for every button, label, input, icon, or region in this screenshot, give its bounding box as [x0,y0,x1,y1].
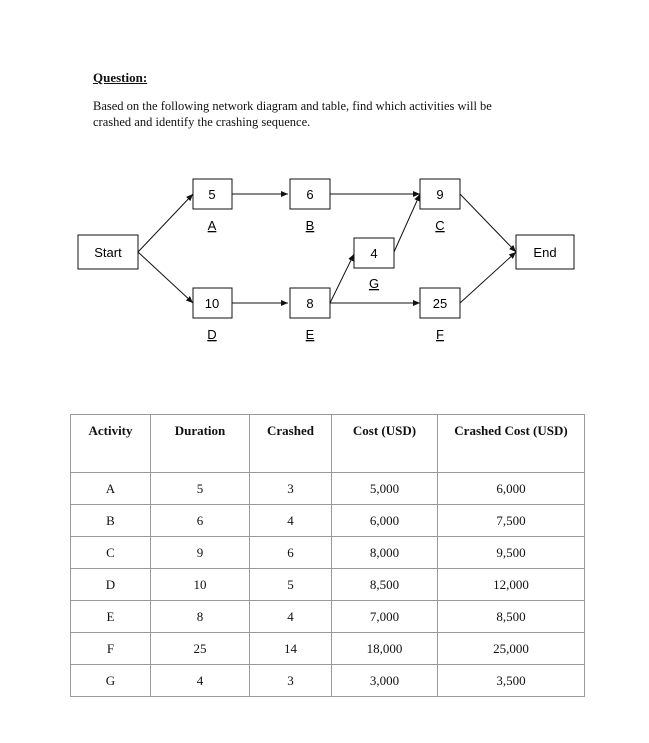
table-row [71,473,585,505]
diagram-arrows [138,194,516,303]
activity-node-e [290,288,330,342]
question-line-2: crashed and identify the crashing sequence. [93,115,311,129]
cell-duration: 25 [151,633,250,665]
cell-duration: 4 [151,665,250,697]
cell-duration: 6 [151,505,250,537]
cell-cost: 5,000 [332,473,438,505]
activity-c-label: C [435,218,445,233]
activity-e-label: E [305,327,315,342]
activity-table [70,414,585,697]
cell-crashed-cost: 6,000 [438,473,585,505]
activity-node-d [193,288,232,342]
cell-crashed: 14 [250,633,332,665]
arrow-start-a [138,194,193,252]
cell-activity: C [71,537,151,569]
header-duration: Duration [151,415,250,473]
activity-d-label: D [207,327,217,342]
cell-crashed-cost: 9,500 [438,537,585,569]
cell-activity: A [71,473,151,505]
header-activity: Activity [71,415,151,473]
question-line-1: Based on the following network diagram and table, find which activities will be [93,99,492,113]
cell-activity: B [71,505,151,537]
arrow-f-end [460,252,516,303]
cell-crashed: 6 [250,537,332,569]
table-row [71,537,585,569]
activity-g-label: G [368,276,380,291]
activity-e-duration: 8 [306,296,314,311]
cell-duration: 9 [151,537,250,569]
cell-crashed-cost: 7,500 [438,505,585,537]
table-row [71,633,585,665]
cell-duration: 5 [151,473,250,505]
cell-cost: 6,000 [332,505,438,537]
activity-a-label: A [207,218,217,233]
table-header-row [71,415,585,473]
cell-crashed: 3 [250,665,332,697]
arrow-e-g [330,254,354,303]
end-label: End [533,245,557,260]
cell-activity: D [71,569,151,601]
activity-node-c [420,179,460,233]
activity-node-g [354,238,394,291]
cell-cost: 7,000 [332,601,438,633]
arrow-start-d [138,252,193,303]
cell-cost: 8,000 [332,537,438,569]
cell-crashed-cost: 12,000 [438,569,585,601]
activity-node-b [290,179,330,233]
start-node [78,235,138,269]
activity-a-duration: 5 [208,187,216,202]
table-row [71,569,585,601]
cell-activity: G [71,665,151,697]
cell-crashed-cost: 3,500 [438,665,585,697]
start-label: Start [94,245,122,260]
cell-crashed: 4 [250,505,332,537]
table-row [71,505,585,537]
activity-node-a [193,179,232,233]
activity-f-duration: 25 [432,296,448,311]
header-cost: Cost (USD) [332,415,438,473]
cell-crashed: 4 [250,601,332,633]
activity-c-duration: 9 [436,187,444,202]
cell-cost: 18,000 [332,633,438,665]
end-node [516,235,574,269]
cell-crashed-cost: 8,500 [438,601,585,633]
activity-g-duration: 4 [370,246,378,261]
cell-cost: 8,500 [332,569,438,601]
activity-node-f [420,288,460,342]
activity-b-duration: 6 [306,187,314,202]
activity-f-label: F [436,327,444,342]
cell-activity: F [71,633,151,665]
cell-crashed: 3 [250,473,332,505]
question-heading: Question: [93,70,148,85]
cell-duration: 10 [151,569,250,601]
header-crashed: Crashed [250,415,332,473]
arrow-c-end [460,194,516,252]
cell-cost: 3,000 [332,665,438,697]
cell-activity: E [71,601,151,633]
activity-d-duration: 10 [204,296,220,311]
activity-b-label: B [305,218,315,233]
arrow-g-c [394,194,420,252]
cell-duration: 8 [151,601,250,633]
table-row [71,601,585,633]
cell-crashed-cost: 25,000 [438,633,585,665]
cell-crashed: 5 [250,569,332,601]
table-row [71,665,585,697]
header-crashed-cost: Crashed Cost (USD) [438,415,585,473]
